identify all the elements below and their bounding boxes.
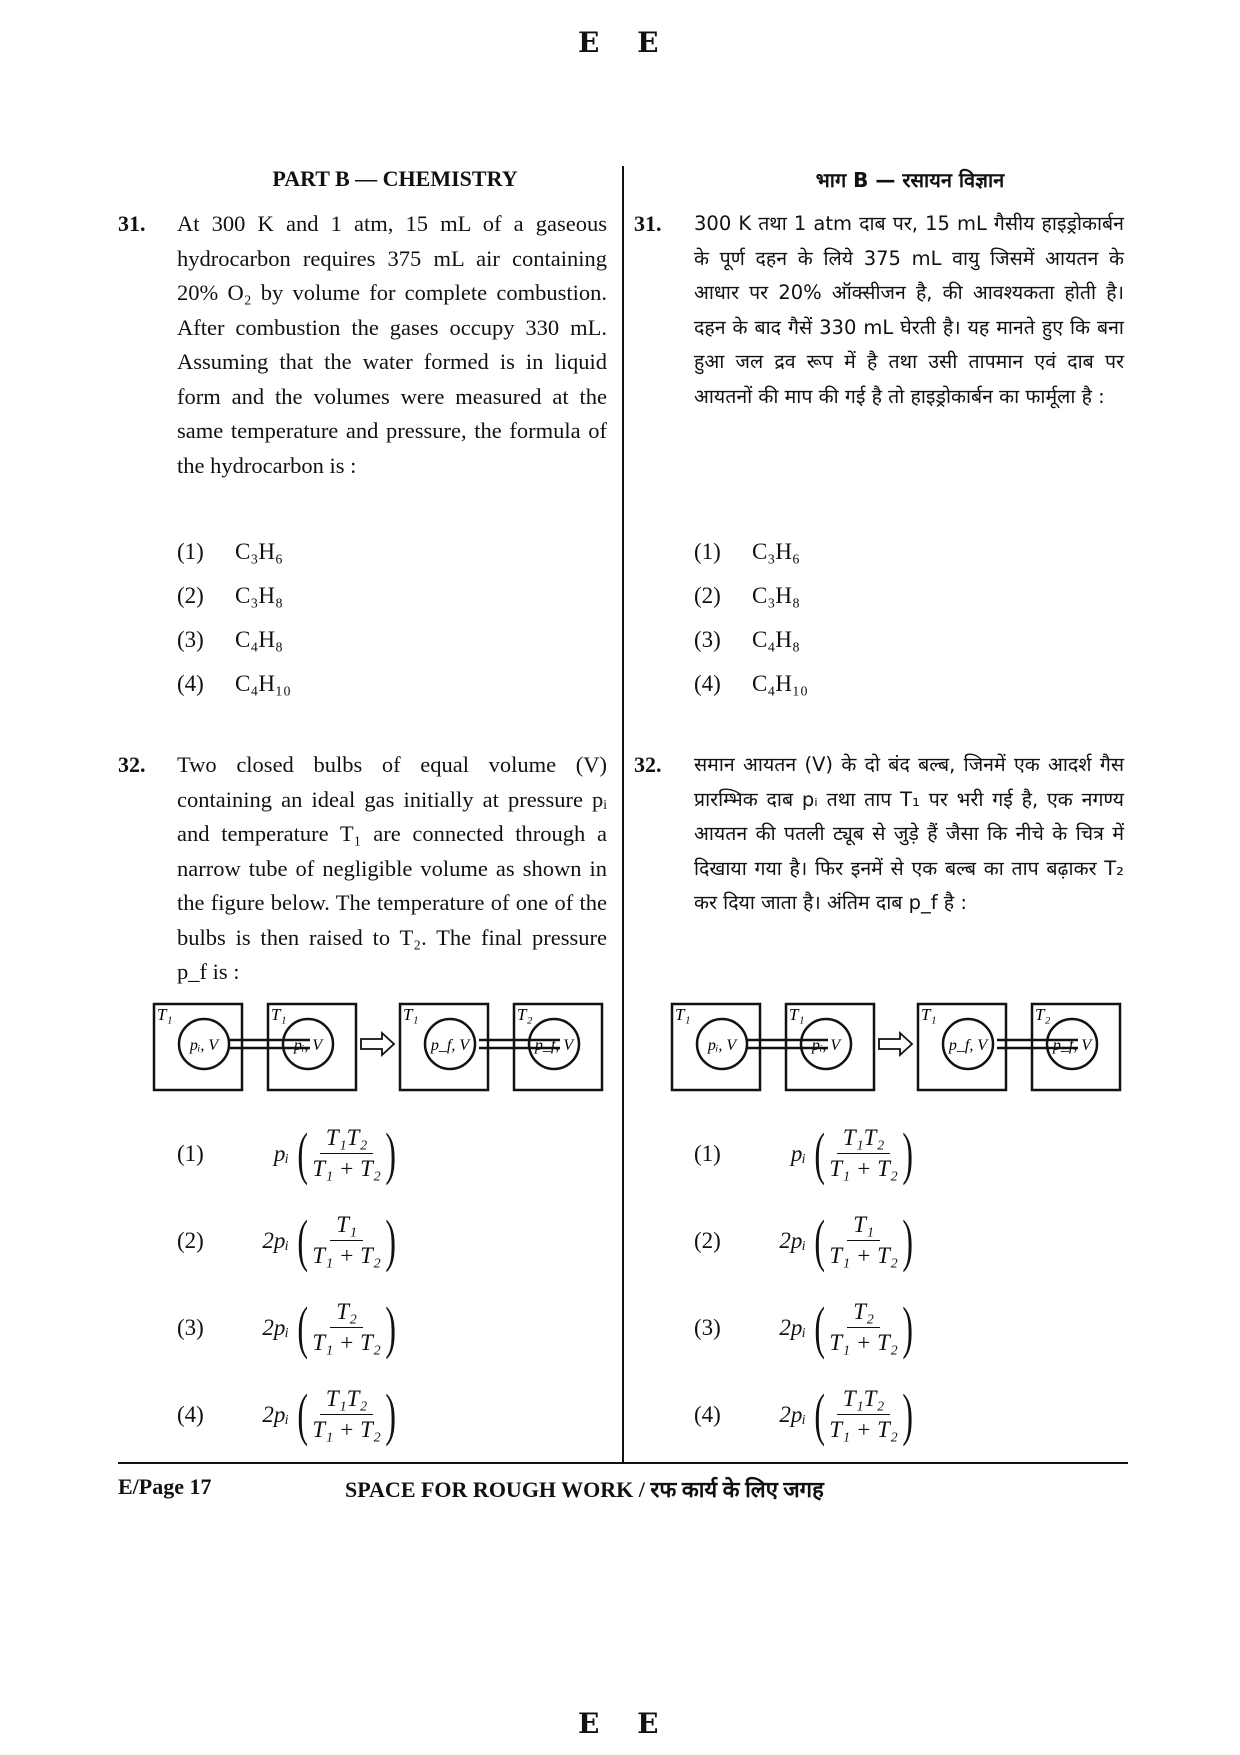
q31-option-2-hi: (2) C₃H₈ xyxy=(694,583,800,608)
bulb-state-label: pᵢ, V xyxy=(811,1037,841,1054)
column-divider xyxy=(622,166,624,1463)
bulb-temperature-label: T₁ xyxy=(271,1005,287,1024)
q31-options-hi xyxy=(694,530,994,706)
q31-text-hi: 300 K तथा 1 atm दाब पर, 15 mL गैसीय हाइड्रोकार्बन के पूर्ण दहन के लिये 375 mL वायु जिसमें आयतन के आधार पर 20% ऑक्सीजन है, की आवश्यकता होती है। दहन के बाद गैसें 330 mL घेरती है। यह मानते हुए कि बना हुआ जल द्रव रूप में है तथा उसी तापमान एवं दाब पर आयतनों की माप की गई है तो हाइड्रोकार्बन का फार्मूला है : xyxy=(694,212,1124,408)
bulb-temperature-label: T₁ xyxy=(675,1005,691,1024)
bulb-state-label: pᵢ, V xyxy=(707,1037,737,1054)
q32-option-1-en: (1) pᵢ ( $\frac{\text{T₁T₂}}{\text{T₁ + T₂}}$ ) xyxy=(177,1120,396,1186)
q32-text-hi: समान आयतन (V) के दो बंद बल्ब, जिनमें एक आदर्श गैस प्रारम्भिक दाब pᵢ तथा ताप T₁ पर भरी गई है, एक नगण्य आयतन की पतली ट्यूब से जुड़े हैं जैसा कि नीचे के चित्र में दिखाया गया है। फिर इनमें से एक बल्ब का ताप बढ़ाकर T₂ कर दिया जाता है। अंतिम दाब p_f है : xyxy=(694,753,1124,914)
page-number: E/Page 17 xyxy=(118,1474,212,1499)
q32-option-4-hi: (4) 2pᵢ ( $\frac{\text{T₁T₂}}{\text{T₁ + T₂}}$ ) xyxy=(694,1381,913,1447)
page-code-top: E E xyxy=(578,26,673,59)
page-code-bottom: E E xyxy=(578,1707,673,1740)
q32-figure-en xyxy=(150,1000,610,1100)
q32-option-3-en: (3) 2pᵢ ( $\frac{\text{T₂}}{\text{T₁ + T₂}}$ ) xyxy=(177,1294,396,1360)
q32-options-en xyxy=(177,1110,400,1458)
bulb-temperature-label: T₂ xyxy=(517,1005,533,1024)
q32-figure-hi xyxy=(668,1000,1128,1100)
rough-work-label: SPACE FOR ROUGH WORK / रफ कार्य के लिए जगह xyxy=(345,1477,824,1502)
q32-option-2-en: (2) 2pᵢ ( $\frac{\text{T₁}}{\text{T₁ + T₂}}$ ) xyxy=(177,1207,396,1273)
q31-number-hi: 31. xyxy=(634,211,662,236)
bulb-temperature-label: T₁ xyxy=(921,1005,937,1024)
q31-option-4-en: (4) C₄H₁₀ xyxy=(177,671,292,696)
bulb-state-label: pᵢ, V xyxy=(293,1037,323,1054)
q31-text-en: At 300 K and 1 atm, 15 mL of a gaseous hydrocarbon requires 375 mL air containing 20% O₂ by volume for complete combustion. After combustion the gases occupy 330 mL. Assuming that the water formed is in liquid form and the volumes were measured at the same temperature and pressure, the formula of the hydrocarbon is : xyxy=(177,211,607,478)
q31-option-3-en: (3) C₄H₈ xyxy=(177,627,283,652)
q32-text-en: Two closed bulbs of equal volume (V) containing an ideal gas initially at pressure pᵢ and temperature T₁ are connected through a narrow tube of negligible volume as shown in the figure below. The temperature of one of the bulbs is then raised to T₂. The final pressure p_f is : xyxy=(177,752,607,984)
q32-option-3-hi: (3) 2pᵢ ( $\frac{\text{T₂}}{\text{T₁ + T₂}}$ ) xyxy=(694,1294,913,1360)
bulb-temperature-label: T₁ xyxy=(789,1005,805,1024)
bulb-state-label: p_f, V xyxy=(948,1037,988,1054)
q31-number-en: 31. xyxy=(118,211,146,236)
right-heading: भाग B — रसायन विज्ञान xyxy=(815,168,1005,192)
bulb-temperature-label: T₂ xyxy=(1035,1005,1051,1024)
q32-option-4-en: (4) 2pᵢ ( $\frac{\text{T₁T₂}}{\text{T₁ + T₂}}$ ) xyxy=(177,1381,396,1447)
bulb-temperature-label: T₁ xyxy=(157,1005,173,1024)
q31-option-2-en: (2) C₃H₈ xyxy=(177,583,283,608)
q31-option-4-hi: (4) C₄H₁₀ xyxy=(694,671,809,696)
q32-option-2-hi: (2) 2pᵢ ( $\frac{\text{T₁}}{\text{T₁ + T₂}}$ ) xyxy=(694,1207,913,1273)
footer-rule xyxy=(118,1462,1128,1464)
transition-arrow-icon xyxy=(879,1033,912,1055)
q31-options-en xyxy=(177,530,477,706)
bulb-state-label: pᵢ, V xyxy=(189,1037,219,1054)
bulb-state-label: p_f, V xyxy=(534,1037,574,1054)
q32-options-hi xyxy=(694,1110,917,1458)
q31-option-1-en: (1) C₃H₆ xyxy=(177,539,283,564)
bulb-state-label: p_f, V xyxy=(1052,1037,1092,1054)
q32-number-en: 32. xyxy=(118,752,146,777)
q31-option-3-hi: (3) C₄H₈ xyxy=(694,627,800,652)
transition-arrow-icon xyxy=(361,1033,394,1055)
bulb-temperature-label: T₁ xyxy=(403,1005,419,1024)
bulb-state-label: p_f, V xyxy=(430,1037,470,1054)
q32-option-1-hi: (1) pᵢ ( $\frac{\text{T₁T₂}}{\text{T₁ + T₂}}$ ) xyxy=(694,1120,913,1186)
q31-option-1-hi: (1) C₃H₆ xyxy=(694,539,800,564)
left-heading: PART B — CHEMISTRY xyxy=(272,166,518,191)
q32-number-hi: 32. xyxy=(634,752,662,777)
